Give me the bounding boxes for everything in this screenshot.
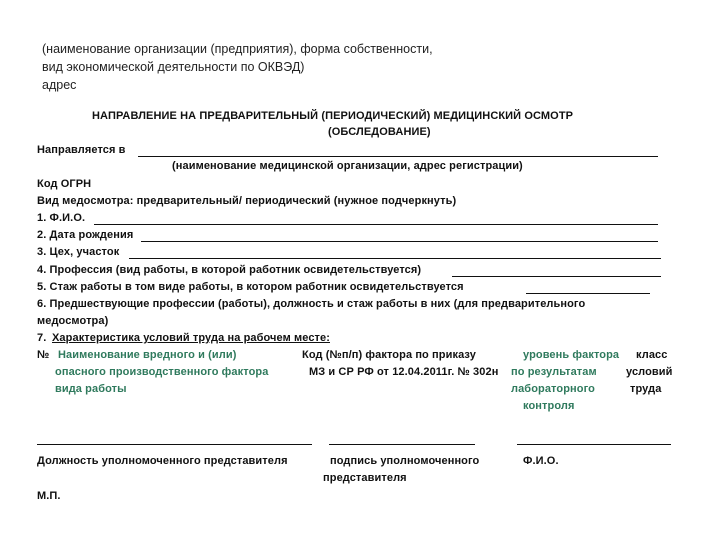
experience-field[interactable] (526, 293, 650, 294)
previous-jobs-label-cont: медосмотра) (37, 315, 109, 327)
signature-caption: подпись уполномоченного (330, 455, 480, 467)
factor-name-header-line2: опасного производственного фактора (55, 366, 269, 378)
work-class-header: класс (636, 349, 668, 361)
position-caption: Должность уполномоченного представителя (37, 455, 288, 467)
document-subtitle: (ОБСЛЕДОВАНИЕ) (328, 126, 431, 138)
fio-label: 1. Ф.И.О. (37, 212, 86, 224)
position-field[interactable] (37, 444, 312, 445)
signature-caption-line2: представителя (323, 472, 407, 484)
medical-org-field[interactable] (138, 156, 658, 157)
factor-level-header: уровень фактора (523, 349, 620, 361)
stamp-label: М.П. (37, 490, 61, 502)
workshop-label: 3. Цех, участок (37, 246, 120, 258)
conditions-heading: Характеристика условий труда на рабочем месте: (52, 332, 330, 344)
previous-jobs-label: 6. Предшествующие профессии (работы), должность и стаж работы в них (для предварительного (37, 298, 586, 310)
fio-field[interactable] (94, 224, 658, 225)
factor-level-header-line2: по результатам (511, 366, 597, 378)
table-num-header: № (37, 349, 50, 361)
fio-caption: Ф.И.О. (523, 455, 559, 467)
factor-name-header-line3: вида работы (55, 383, 127, 395)
work-class-header-line2: условий (626, 366, 673, 378)
exam-type-label: Вид медосмотра: предварительный/ периодический (нужное подчеркнуть) (37, 195, 457, 207)
workshop-field[interactable] (129, 258, 661, 259)
profession-field[interactable] (452, 276, 661, 277)
fio-signature-field[interactable] (517, 444, 671, 445)
factor-code-header: Код (№п/п) фактора по приказу (302, 349, 476, 361)
conditions-number: 7. (37, 332, 47, 344)
org-header-line2: вид экономической деятельности по ОКВЭД) (42, 60, 305, 74)
document-title: НАПРАВЛЕНИЕ НА ПРЕДВАРИТЕЛЬНЫЙ (ПЕРИОДИЧЕСКИЙ) МЕДИЦИНСКИЙ ОСМОТР (92, 110, 574, 122)
ogrn-label: Код ОГРН (37, 178, 92, 190)
directed-to-label: Направляется в (37, 144, 126, 156)
factor-level-header-line3: лабораторного (511, 383, 595, 395)
birth-date-field[interactable] (141, 241, 658, 242)
medical-org-caption: (наименование медицинской организации, адрес регистрации) (172, 160, 523, 172)
factor-name-header: Наименование вредного и (или) (58, 349, 237, 361)
factor-code-header-line2: МЗ и СР РФ от 12.04.2011г. № 302н (309, 366, 499, 378)
org-header-line3: адрес (42, 78, 77, 92)
work-class-header-line3: труда (630, 383, 662, 395)
signature-field[interactable] (329, 444, 475, 445)
birth-date-label: 2. Дата рождения (37, 229, 134, 241)
factor-level-header-line4: контроля (523, 400, 575, 412)
experience-label: 5. Стаж работы в том виде работы, в котором работник освидетельствуется (37, 281, 464, 293)
org-header-line1: (наименование организации (предприятия), форма собственности, (42, 42, 433, 56)
profession-label: 4. Профессия (вид работы, в которой работник освидетельствуется) (37, 264, 422, 276)
